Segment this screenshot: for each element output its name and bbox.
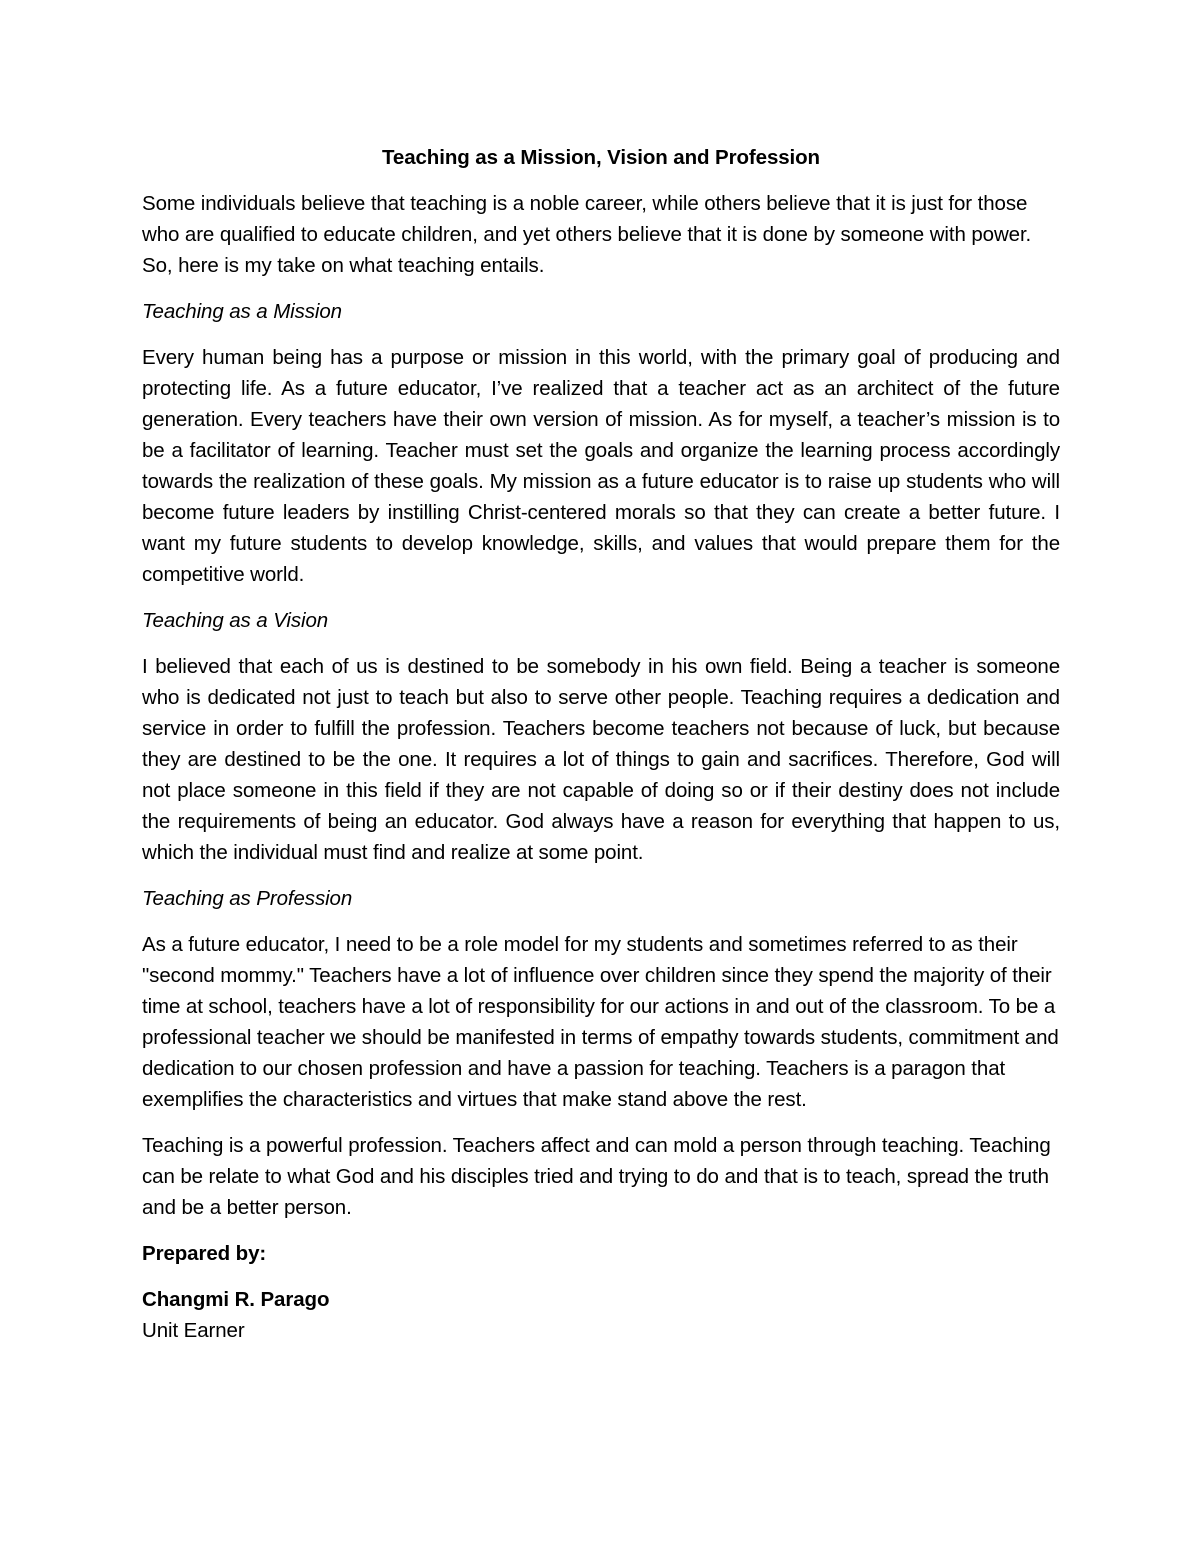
document-page <box>142 142 1060 1346</box>
section-heading-mission: Teaching as a Mission <box>142 300 342 323</box>
section-heading-profession: Teaching as Profession <box>142 887 353 910</box>
section-body-profession: As a future educator, I need to be a role model for my students and sometimes referred to as their "second mommy." Teachers have a lot of influence over children since they spend the majority of their time at school, teachers have a lot of responsibility for our actions in and out of the classroom. To be a professional teacher we should be manifested in terms of empathy towards students, commitment and dedication to our chosen profession and have a passion for teaching. Teachers is a paragon that exemplifies the characteristics and virtues that make stand above the rest. <box>142 933 1059 1111</box>
signature-label: Prepared by: <box>142 1242 267 1265</box>
signature-name: Changmi R. Parago <box>142 1288 330 1311</box>
intro-paragraph: Some individuals believe that teaching is a noble career, while others believe that it is just for those who are qualified to educate children, and yet others believe that it is done by someone with power. So, here is my take on what teaching entails. <box>142 192 1032 277</box>
signature-role: Unit Earner <box>142 1319 245 1342</box>
document-title: Teaching as a Mission, Vision and Profession <box>382 146 820 169</box>
section-body-mission: Every human being has a purpose or mission in this world, with the primary goal of producing and protecting life. As a future educator, I’ve realized that a teacher act as an architect of the future generation. Every teachers have their own version of mission. As for myself, a teacher’s mission is to be a facilitator of learning. Teacher must set the goals and organize the learning process accordingly towards the realization of these goals. My mission as a future educator is to raise up students who will become future leaders by instilling Christ-centered morals so that they can create a better future. I want my future students to develop knowledge, skills, and values that would prepare them for the competitive world. <box>142 346 1060 586</box>
section-heading-vision: Teaching as a Vision <box>142 609 329 632</box>
conclusion-paragraph: Teaching is a powerful profession. Teachers affect and can mold a person through teaching. Teaching can be relate to what God and his disciples tried and trying to do and that is to teach, spread the truth and be a better person. <box>142 1134 1051 1219</box>
section-body-vision: I believed that each of us is destined to be somebody in his own field. Being a teacher is someone who is dedicated not just to teach but also to serve other people. Teaching requires a dedication and service in order to fulfill the profession. Teachers become teachers not because of luck, but because they are destined to be the one. It requires a lot of things to gain and sacrifices. Therefore, God will not place someone in this field if they are not capable of doing so or if their destiny does not include the requirements of being an educator. God always have a reason for everything that happen to us, which the individual must find and realize at some point. <box>142 655 1060 864</box>
